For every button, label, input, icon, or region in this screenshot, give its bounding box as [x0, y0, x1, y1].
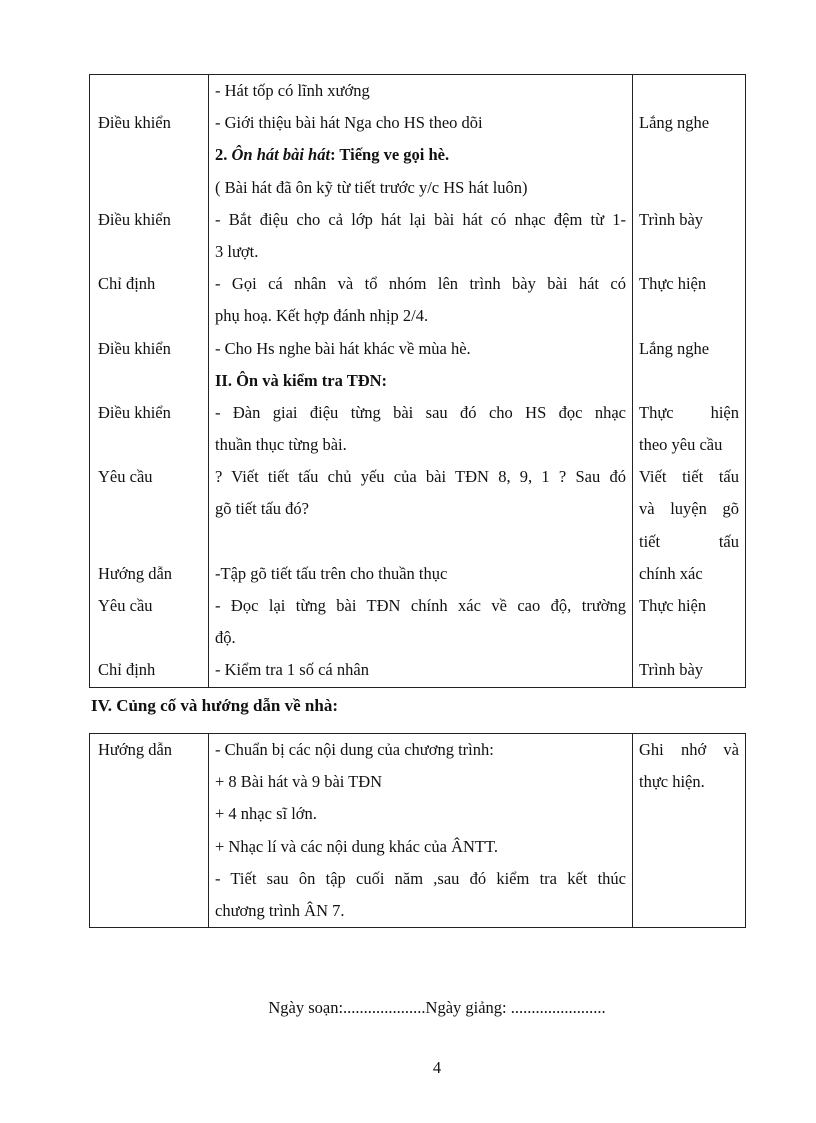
method-line [98, 622, 202, 654]
activity-line [639, 300, 739, 332]
content-line: 3 lượt. [215, 241, 259, 261]
content-column [209, 734, 633, 928]
content-line: - Hát tốp có lĩnh xướng [215, 81, 370, 100]
activity-line: Lắng nghe [639, 338, 710, 358]
activity-line [639, 365, 739, 397]
activity-line: Viết tiết tấu [639, 467, 739, 487]
method-line: Chỉ định [98, 660, 156, 680]
method-line: Yêu cầu [98, 467, 153, 487]
method-line [98, 172, 202, 204]
activity-line [639, 139, 739, 171]
content-column [209, 75, 633, 688]
content-line: - Gọi cá nhân và tổ nhóm lên trình bày bài hát có [215, 274, 626, 294]
activity-line: Ghi nhớ và [639, 740, 739, 759]
content-line: - Cho Hs nghe bài hát khác về mùa hè. [215, 338, 471, 358]
content-line [215, 526, 626, 558]
content-line: - Giới thiệu bài hát Nga cho HS theo dõi [215, 113, 483, 133]
content-line: - Đọc lại từng bài TĐN chính xác về cao độ, trường [215, 596, 626, 615]
content-line: thuần thục từng bài. [215, 435, 347, 455]
heading-song-title: : Tiếng ve gọi hè. [330, 145, 450, 165]
method-line [98, 300, 202, 332]
content-line: -Tập gõ tiết tấu trên cho thuần thục [215, 563, 448, 583]
date-line: Ngày soạn:....................Ngày giảng: ....................... [268, 998, 606, 1017]
activity-line [639, 75, 739, 107]
content-line: - Chuẩn bị các nội dung của chương trình: [215, 740, 494, 759]
method-line: Điều khiển [98, 113, 171, 133]
page-number: 4 [432, 1058, 442, 1077]
activity-line: Trình bày [639, 660, 704, 680]
content-line: - Tiết sau ôn tập cuối năm ,sau đó kiểm tra kết thúc [215, 868, 626, 888]
method-line [98, 365, 202, 397]
activity-line: thực hiện. [639, 772, 705, 792]
content-heading [215, 139, 626, 171]
lesson-activity-table [89, 74, 746, 688]
content-line: chương trình ÂN 7. [215, 900, 345, 920]
activity-line: tiết tấu [639, 531, 739, 551]
method-line [98, 526, 202, 558]
method-line [98, 139, 202, 171]
teacher-method-column [90, 734, 209, 928]
method-line: Yêu cầu [98, 596, 153, 615]
method-line: Điều khiển [98, 402, 171, 422]
heading-emphasis: Ôn hát bài hát [231, 145, 331, 165]
method-line: Điều khiển [98, 209, 171, 229]
activity-line [639, 172, 739, 204]
content-line: + 8 Bài hát và 9 bài TĐN [215, 772, 383, 792]
activity-line [639, 236, 739, 268]
method-line [98, 75, 202, 107]
method-line: Hướng dẫn [98, 740, 173, 759]
activity-line: Thực hiện [639, 274, 707, 294]
content-line: - Bắt điệu cho cả lớp hát lại bài hát có nhạc đệm từ 1- [215, 209, 626, 229]
content-line: + 4 nhạc sĩ lớn. [215, 804, 317, 824]
student-activity-column [633, 734, 746, 928]
student-activity-column [633, 75, 746, 688]
content-line: - Kiểm tra 1 số cá nhân [215, 660, 369, 680]
activity-line: Lắng nghe [639, 113, 710, 133]
method-line: Chỉ định [98, 274, 156, 294]
homework-table [89, 733, 746, 928]
activity-line: theo yêu cầu [639, 435, 723, 455]
method-line [98, 236, 202, 268]
activity-line [639, 622, 739, 654]
method-line [98, 493, 202, 525]
content-line: độ. [215, 628, 236, 648]
section-heading: II. Ôn và kiểm tra TĐN: [215, 370, 388, 390]
activity-line: chính xác [639, 563, 703, 583]
content-line: - Đàn giai điệu từng bài sau đó cho HS đọc nhạc [215, 402, 626, 422]
activity-line: Thực hiện [639, 596, 707, 615]
activity-line: Thực hiện [639, 402, 739, 422]
content-line: + Nhạc lí và các nội dung khác của ÂNTT. [215, 836, 498, 856]
method-line [98, 429, 202, 461]
content-line: ( Bài hát đã ôn kỹ từ tiết trước y/c HS hát luôn) [215, 177, 528, 197]
heading-number: 2. [215, 145, 232, 165]
content-line: phụ hoạ. Kết hợp đánh nhịp 2/4. [215, 306, 429, 326]
section-title: IV. Củng cố và hướng dẫn về nhà: [91, 696, 338, 715]
activity-line: Trình bày [639, 209, 704, 229]
teacher-method-column [90, 75, 209, 688]
method-line: Điều khiển [98, 338, 171, 358]
content-line: gõ tiết tấu đó? [215, 499, 309, 519]
content-line: ? Viết tiết tấu chủ yếu của bài TĐN 8, 9, 1 ? Sau đó [215, 467, 626, 487]
method-line: Hướng dẫn [98, 563, 173, 583]
activity-line: và luyện gõ [639, 499, 739, 519]
